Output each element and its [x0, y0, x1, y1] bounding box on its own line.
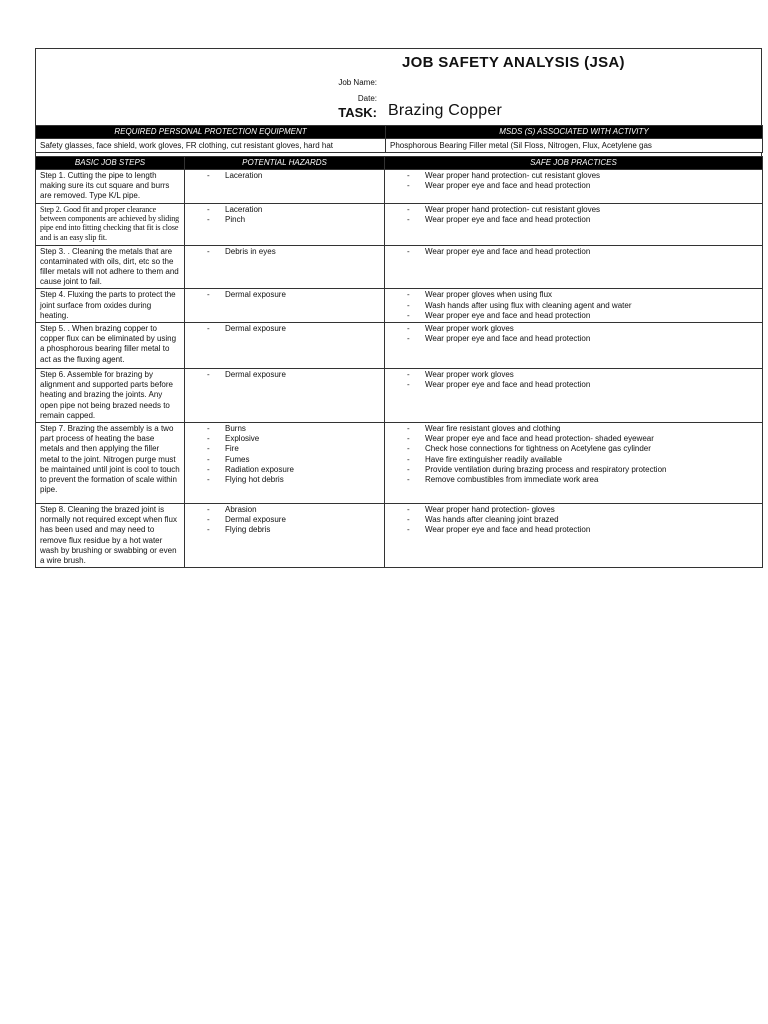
ppe-header: REQUIRED PERSONAL PROTECTION EQUIPMENT	[36, 126, 386, 139]
practice-item: - Wash hands after using flux with cleaning agent and water	[389, 301, 758, 311]
practice-item: - Wear proper eye and face and head protection	[389, 311, 758, 321]
practice-list	[385, 289, 763, 323]
step-description: Step 2. Good fit and proper clearance between components are achieved by sliding pipe end into fitting checking that fit is close and is an easy slip fit.	[36, 203, 185, 245]
practice-item: - Wear proper eye and face and head protection	[389, 247, 758, 257]
hazard-item: - Laceration	[189, 171, 380, 181]
practice-list	[385, 504, 763, 568]
job-name-label: Job Name:	[338, 78, 377, 87]
table-row	[36, 423, 763, 504]
hazard-item: - Dermal exposure	[189, 290, 380, 300]
hazard-list	[185, 369, 385, 423]
practice-item: - Was hands after cleaning joint brazed	[389, 515, 758, 525]
practice-item: - Wear proper hand protection- gloves	[389, 505, 758, 515]
practice-list	[385, 203, 763, 245]
practice-list	[385, 369, 763, 423]
hazard-item: - Abrasion	[189, 505, 380, 515]
ppe-table	[35, 125, 763, 153]
hazard-list	[185, 170, 385, 204]
practice-item: - Remove combustibles from immediate work area	[389, 475, 758, 485]
hazard-list	[185, 203, 385, 245]
hazard-item: - Burns	[189, 424, 380, 434]
practice-item: - Have fire extinguisher readily available	[389, 455, 758, 465]
hazard-list	[185, 423, 385, 504]
column-header-practices: SAFE JOB PRACTICES	[385, 157, 763, 170]
hazard-item: - Flying debris	[189, 525, 380, 535]
table-row	[36, 323, 763, 369]
ppe-value: Safety glasses, face shield, work gloves, FR clothing, cut resistant gloves, hard hat	[36, 139, 386, 153]
practice-list	[385, 245, 763, 289]
jsa-steps-table	[35, 156, 763, 568]
practice-item: - Check hose connections for tightness on Acetylene gas cylinder	[389, 444, 758, 454]
hazard-list	[185, 504, 385, 568]
jsa-form	[35, 48, 762, 568]
msds-value: Phosphorous Bearing Filler metal (Sil Floss, Nitrogen, Flux, Acetylene gas	[386, 139, 763, 153]
task-label: TASK:	[338, 105, 377, 120]
practice-item: - Wear proper hand protection- cut resistant gloves	[389, 171, 758, 181]
hazard-item: - Debris in eyes	[189, 247, 380, 257]
step-description: Step 4. Fluxing the parts to protect the joint surface from oxides during heating.	[36, 289, 185, 323]
hazard-item: - Dermal exposure	[189, 324, 380, 334]
step-description: Step 1. Cutting the pipe to length making sure its cut square and burrs are removed. Type K/L pipe.	[36, 170, 185, 204]
hazard-item: - Pinch	[189, 215, 380, 225]
hazard-item: - Fumes	[189, 455, 380, 465]
practice-item: - Provide ventilation during brazing process and respiratory protection	[389, 465, 758, 475]
task-value: Brazing Copper	[388, 102, 502, 119]
hazard-list	[185, 245, 385, 289]
practice-item: - Wear proper hand protection- cut resistant gloves	[389, 205, 758, 215]
practice-item: - Wear proper eye and face and head protection	[389, 380, 758, 390]
practice-item: - Wear proper eye and face and head protection- shaded eyewear	[389, 434, 758, 444]
hazard-item: - Explosive	[189, 434, 380, 444]
hazard-item: - Laceration	[189, 205, 380, 215]
practice-item: - Wear proper eye and face and head protection	[389, 181, 758, 191]
hazard-item: - Fire	[189, 444, 380, 454]
practice-item: - Wear proper work gloves	[389, 324, 758, 334]
date-label: Date:	[357, 94, 377, 103]
step-description: Step 7. Brazing the assembly is a two part process of heating the base metals and then applying the filler metal to the joint. Nitrogen purge must be maintained until joint is cool to touch to prevent the formation of scale within pipe.	[36, 423, 185, 504]
table-row	[36, 504, 763, 568]
column-header-steps: BASIC JOB STEPS	[36, 157, 185, 170]
practice-list	[385, 423, 763, 504]
practice-item: - Wear proper gloves when using flux	[389, 290, 758, 300]
step-description: Step 8. Cleaning the brazed joint is normally not required except when flux has been used and may need to remove flux residue by a hot water wash by brushing or swabbing or even a wire brush.	[36, 504, 185, 568]
step-description: Step 5. . When brazing copper to copper flux can be eliminated by using a phosphorous bearing filler metal to act as the fluxing agent.	[36, 323, 185, 369]
hazard-item: - Dermal exposure	[189, 370, 380, 380]
document-title: JOB SAFETY ANALYSIS (JSA)	[402, 54, 625, 71]
step-description: Step 3. . Cleaning the metals that are contaminated with oils, dirt, etc so the filler metals will not adhere to them and cause joint to fail.	[36, 245, 185, 289]
hazard-list	[185, 289, 385, 323]
table-row	[36, 289, 763, 323]
table-row	[36, 369, 763, 423]
practice-list	[385, 323, 763, 369]
column-header-hazards: POTENTIAL HAZARDS	[185, 157, 385, 170]
table-row	[36, 245, 763, 289]
practice-list	[385, 170, 763, 204]
hazard-list	[185, 323, 385, 369]
step-description: Step 6. Assemble for brazing by alignment and supported parts before heating and brazing the joints. Any open pipe not being brazed needs to remain capped.	[36, 369, 185, 423]
practice-item: - Wear proper eye and face and head protection	[389, 334, 758, 344]
hazard-item: - Radiation exposure	[189, 465, 380, 475]
practice-item: - Wear proper eye and face and head protection	[389, 215, 758, 225]
msds-header: MSDS (S) ASSOCIATED WITH ACTIVITY	[386, 126, 763, 139]
table-row	[36, 203, 763, 245]
table-row	[36, 170, 763, 204]
form-header	[35, 48, 762, 125]
practice-item: - Wear proper work gloves	[389, 370, 758, 380]
hazard-item: - Flying hot debris	[189, 475, 380, 485]
hazard-item: - Dermal exposure	[189, 515, 380, 525]
practice-item: - Wear proper eye and face and head protection	[389, 525, 758, 535]
practice-item: - Wear fire resistant gloves and clothing	[389, 424, 758, 434]
